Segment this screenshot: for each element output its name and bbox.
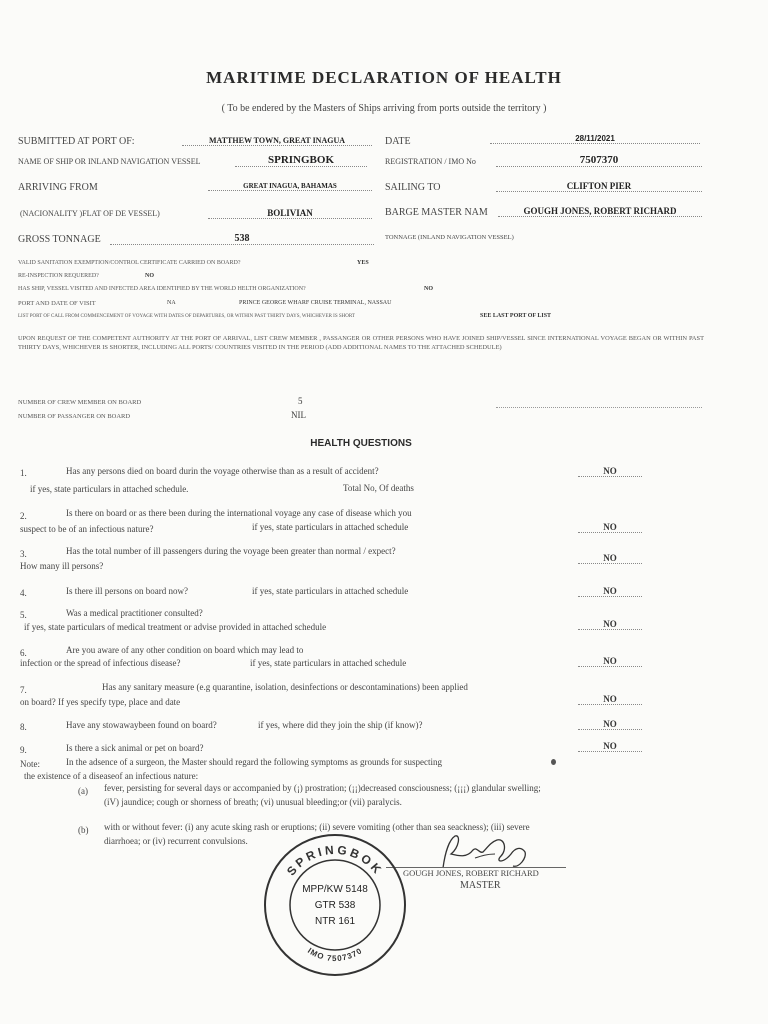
q2-answer: NO	[578, 522, 642, 533]
q4-extra: if yes, state particulars in attached schedule	[252, 586, 409, 596]
barge-master-label: BARGE MASTER NAM	[385, 207, 488, 218]
request-paragraph: UPON REQUEST OF THE COMPETENT AUTHORITY AT THE PORT OF ARRIVAL, LIST CREW MEMBER , PASSANGER OR OTHER PERSONS WHO HAVE JOINED SHIP/VESSEL SINCE INTERNATIONAL VOYAGE BEGAN OR WITHIN PAST THIRTY DAYS, WHICHEVER IS SHORTER, INCLUDING ALL PORTS/ COUNTRIES VISITED IN THE PERIOD (ADD ADDITIONAL NAMES TO THE ATTACHED SCHEDULE)	[18, 335, 704, 351]
visited-area-label: HAS SHIP, VESSEL VISITED AND INFECTED AREA IDENTIFIED BY THE WORLD HELTH ORGANIZATION?	[18, 286, 306, 292]
document-title: MARITIME DECLARATION OF HEALTH	[206, 68, 562, 87]
sailing-to-label: SAILING TO	[385, 182, 441, 193]
stamp-bottom-text: IMO 7507370	[306, 946, 364, 964]
list-ports-label: LIST PORT OF CALL FROM COMMENCEMENT OF VOYAGE WITH DATES OF DEPARTURES, OR WITHIN PAST THIRTY DAYS, WHICHEVER IS SHORT	[18, 314, 355, 319]
q1-text: Has any persons died on board durin the voyage otherwise than as a result of accident?	[66, 466, 379, 476]
q9-number: 9.	[20, 745, 27, 755]
passenger-count-label: NUMBER OF PASSANGER ON BOARD	[18, 413, 131, 420]
reinspection-value: NO	[145, 273, 154, 279]
health-questions-heading: HEALTH QUESTIONS	[310, 438, 412, 449]
q2-extra: if yes, state particulars in attached schedule	[252, 522, 409, 532]
ship-name-label: NAME OF SHIP OR INLAND NAVIGATION VESSEL	[18, 157, 201, 166]
nationality-value: BOLIVIAN	[208, 208, 372, 219]
q6-text: Are you aware of any other condition on board which may lead to	[66, 645, 304, 655]
q3-answer: NO	[578, 553, 642, 564]
q9-answer: NO	[578, 741, 642, 752]
stamp-top-text: SPRINGBOK	[284, 842, 386, 879]
stamp-line2: GTR 538	[314, 900, 356, 911]
note-b-line1: with or without fever: (i) any acute sking rash or eruptions; (ii) severe vomiting (other than sea seackness); (iii) severe	[104, 822, 530, 832]
q8-extra: if yes, where did they join the ship (if know)?	[258, 720, 423, 730]
arriving-from-label: ARRIVING FROM	[18, 182, 98, 193]
tonnage-inland-label: TONNAGE (INLAND NAVIGATION VESSEL)	[385, 234, 514, 241]
note-b-line2: diarrhoea; or (iv) recurrent convulsions.	[104, 836, 248, 846]
q8-text: Have any stowawaybeen found on board?	[66, 720, 217, 730]
q8-answer: NO	[578, 719, 642, 730]
q5-number: 5.	[20, 610, 27, 620]
q4-number: 4.	[20, 588, 27, 598]
sanitation-label: VALID SANITATION EXEMPTION/CONTROL CERTIFICATE CARRIED ON BOARD?	[18, 260, 241, 266]
q4-text: Is there ill persons on board now?	[66, 586, 188, 596]
port-date-na: NA	[167, 300, 176, 306]
submitted-port-value: MATTHEW TOWN, GREAT INAGUA	[182, 136, 372, 146]
q7-answer: NO	[578, 694, 642, 705]
port-date-label: PORT AND DATE OF VISIT	[18, 300, 96, 307]
gross-tonnage-value: 538	[110, 233, 374, 245]
date-value: 28/11/2021	[490, 134, 700, 144]
q4-answer: NO	[578, 586, 642, 597]
q5-answer: NO	[578, 619, 642, 630]
q8-number: 8.	[20, 722, 27, 732]
ship-name-value: SPRINGBOK	[235, 154, 367, 167]
reinspection-label: RE-INSPECTION REQUERED?	[18, 273, 99, 279]
registration-label: REGISTRATION / IMO No	[385, 157, 476, 166]
stamp-line3: NTR 161	[314, 916, 356, 927]
q2-number: 2.	[20, 511, 27, 521]
note-label: Note:	[20, 759, 40, 769]
note-line1: In the adsence of a surgeon, the Master should regard the following symptoms as grounds for suspecting	[66, 757, 443, 767]
note-a-line1: fever, persisting for several days or accompanied by (¡) prostration; (¡¡)decreased consciousness; (¡¡¡) glandular swelling;	[104, 783, 541, 793]
crew-blank-line	[496, 406, 702, 408]
crew-count-label: NUMBER OF CREW MEMBER ON BOARD	[18, 399, 142, 406]
visited-area-value: NO	[424, 286, 433, 292]
q7-text: Has any sanitary measure (e.g quarantine, isolation, desinfections or descontaminations) been applied	[102, 682, 468, 692]
barge-master-value: GOUGH JONES, ROBERT RICHARD	[498, 206, 702, 217]
gross-tonnage-label: GROSS TONNAGE	[18, 234, 101, 245]
ink-dot	[551, 759, 556, 765]
q6-number: 6.	[20, 648, 27, 658]
ship-stamp	[262, 832, 408, 978]
q3-number: 3.	[20, 549, 27, 559]
q1-answer: NO	[578, 466, 642, 477]
q9-text: Is there a sick animal or pet on board?	[66, 743, 204, 753]
signer-role: MASTER	[460, 880, 501, 891]
q6-answer: NO	[578, 656, 642, 667]
q2-text: Is there on board or as there been during the international voyage any case of disease which you	[66, 508, 412, 518]
passenger-count-value: NIL	[291, 410, 306, 420]
note-b-label: (b)	[78, 825, 89, 835]
note-a-label: (a)	[78, 786, 88, 796]
q5-text: Was a medical practitioner consulted?	[66, 608, 203, 618]
q3-sub: How many ill persons?	[20, 561, 104, 571]
q6-extra: if yes, state particulars in attached schedule	[250, 658, 407, 668]
nationality-label: (NACIONALITY )FLAT OF DE VESSEL)	[20, 209, 160, 218]
note-line2: the existence of a diseaseof an infectious nature:	[24, 771, 199, 781]
q2-sub: suspect to be of an infectious nature?	[20, 524, 154, 534]
q1-sub: if yes, state particulars in attached schedule.	[30, 484, 189, 494]
crew-count-value: 5	[298, 396, 303, 406]
port-date-value: PRINCE GEORGE WHARF CRUISE TERMINAL, NASSAU	[239, 300, 392, 306]
sanitation-value: YES	[357, 260, 369, 266]
registration-value: 7507370	[496, 154, 702, 167]
q5-sub: if yes, state particulars of medical treatment or advise provided in attached schedule	[24, 622, 327, 632]
date-label: DATE	[385, 136, 411, 147]
q3-text: Has the total number of ill passengers during the voyage been greater than normal / expect?	[66, 546, 396, 556]
q1-extra: Total No, Of deaths	[343, 483, 414, 493]
q7-sub: on board? If yes specify type, place and date	[20, 697, 181, 707]
submitted-port-label: SUBMITTED AT PORT OF:	[18, 136, 135, 147]
note-a-line2: (iV) jaundice; cough or shorness of breath; (vi) unusual bleeding;or (vii) paralycis.	[104, 797, 402, 807]
q6-sub: infection or the spread of infectious disease?	[20, 658, 181, 668]
stamp-line1: MPP/KW 5148	[302, 884, 368, 895]
q7-number: 7.	[20, 685, 27, 695]
document-subtitle: ( To be endered by the Masters of Ships arriving from ports outside the territory )	[221, 103, 547, 114]
list-ports-value: SEE LAST PORT OF LIST	[480, 313, 552, 319]
arriving-from-value: GREAT INAGUA, BAHAMAS	[208, 182, 372, 191]
sailing-to-value: CLIFTON PIER	[496, 181, 702, 192]
signer-name: GOUGH JONES, ROBERT RICHARD	[403, 868, 539, 878]
q1-number: 1.	[20, 468, 27, 478]
